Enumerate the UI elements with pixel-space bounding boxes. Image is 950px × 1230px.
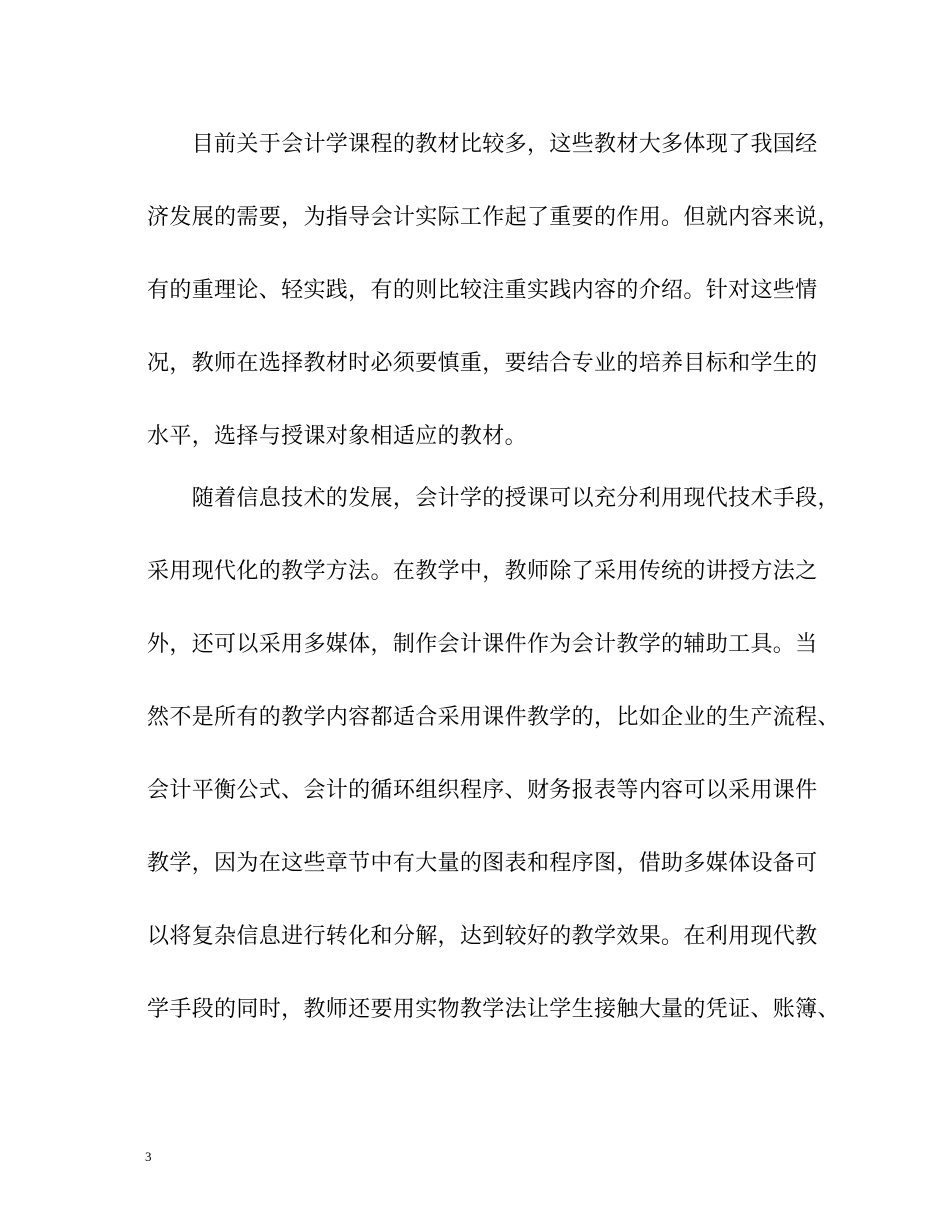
text-line: 以将复杂信息进行转化和分解，达到较好的教学效果。在利用现代教 [147, 924, 818, 949]
page-number: 3 [145, 1149, 152, 1164]
text-line: 有的重理论、轻实践，有的则比较注重实践内容的介绍。针对这些情 [147, 278, 818, 303]
text-line: 教学，因为在这些章节中有大量的图表和程序图，借助多媒体设备可 [147, 851, 818, 876]
text-line: 目前关于会计学课程的教材比较多，这些教材大多体现了我国经 [147, 132, 818, 157]
text-line: 济发展的需要，为指导会计实际工作起了重要的作用。但就内容来说， [147, 205, 840, 230]
text-line: 外，还可以采用多媒体，制作会计课件作为会计教学的辅助工具。当 [147, 632, 818, 657]
text-line: 学手段的同时，教师还要用实物教学法让学生接触大量的凭证、账簿、 [147, 997, 840, 1022]
text-line: 随着信息技术的发展，会计学的授课可以充分利用现代技术手段， [147, 486, 840, 511]
text-line: 采用现代化的教学方法。在教学中，教师除了采用传统的讲授方法之 [147, 559, 818, 584]
text-line: 水平，选择与授课对象相适应的教材。 [147, 424, 527, 449]
text-line: 会计平衡公式、会计的循环组织程序、财务报表等内容可以采用课件 [147, 778, 818, 803]
text-line: 况，教师在选择教材时必须要慎重，要结合专业的培养目标和学生的 [147, 351, 818, 376]
text-line: 然不是所有的教学内容都适合采用课件教学的，比如企业的生产流程、 [147, 705, 840, 730]
